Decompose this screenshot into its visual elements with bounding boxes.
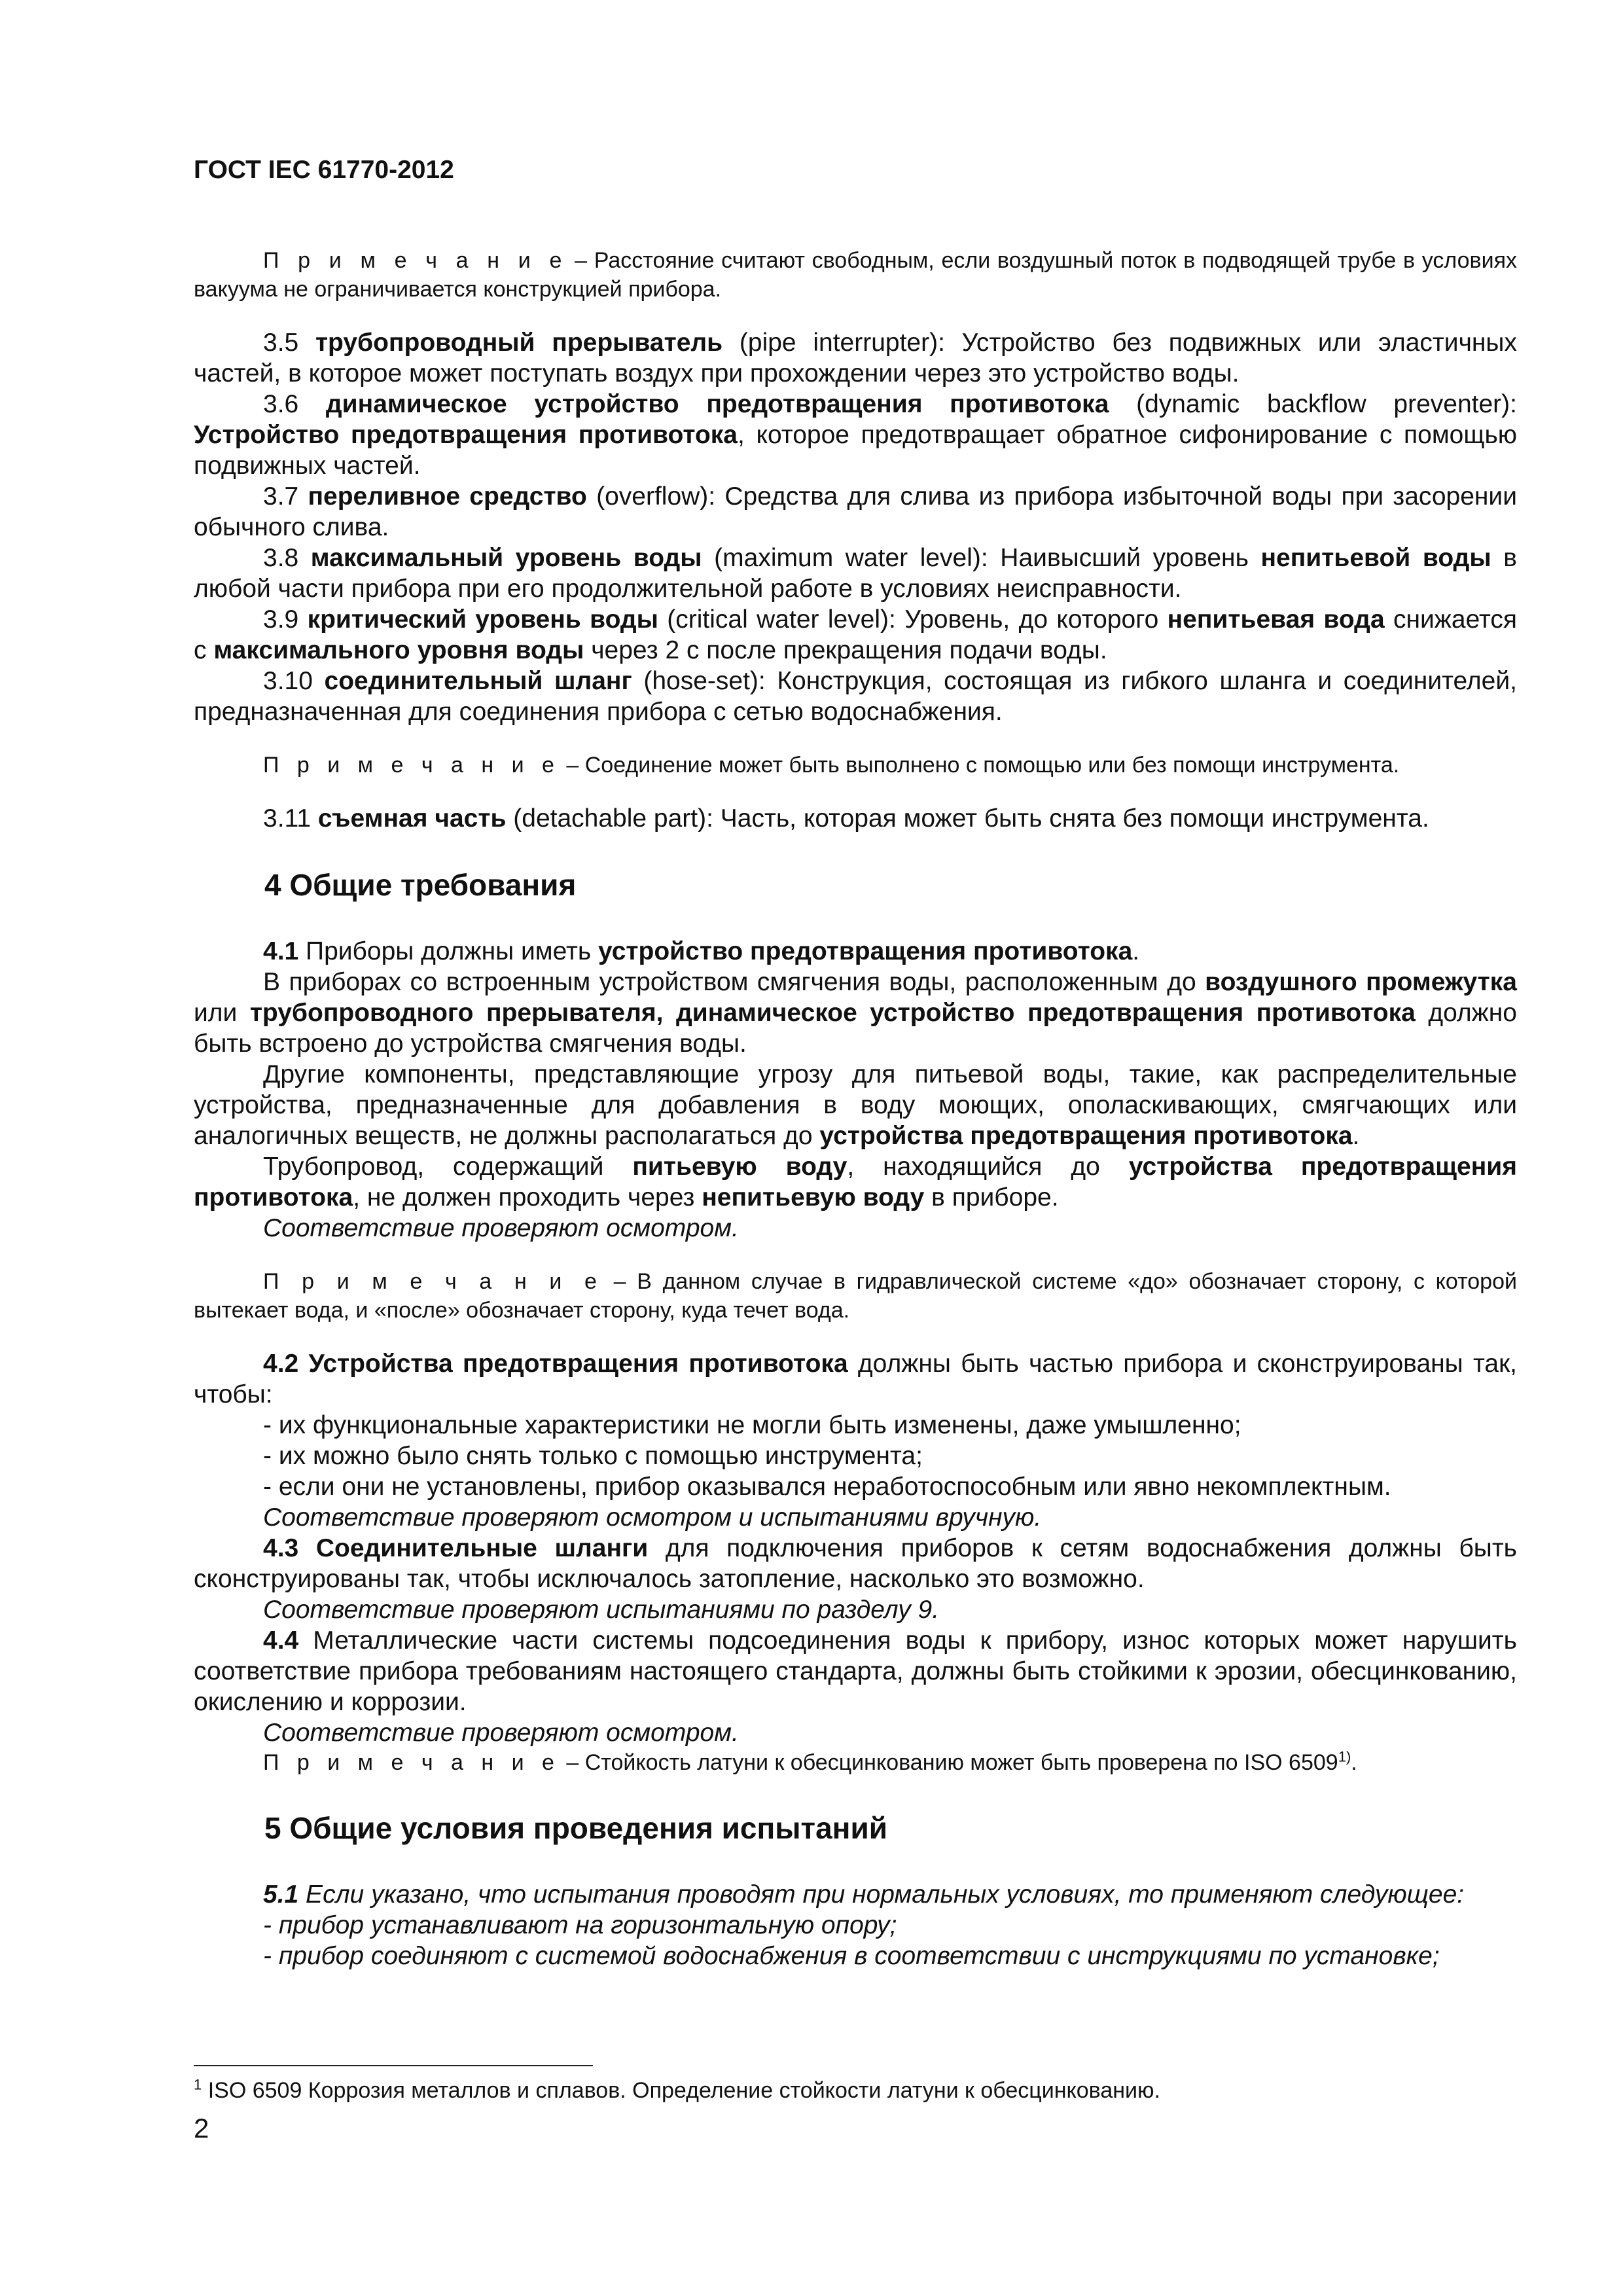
list-item: - их можно было снять только с помощью инструмента; [263, 1442, 923, 1470]
clause-4-1-pipeline: Трубопровод, содержащий питьевую воду, находящийся до устройства предотвращения противотока, не должен проходить через непитьевую воду в приборе. [194, 1153, 1518, 1211]
clause-4-1-softener: В приборах со встроенным устройством смягчения воды, расположенным до воздушного промежутка или трубопроводного прерывателя, динамическое устройство предотвращения противотока должно быть встроено до устройства смягчения воды. [194, 968, 1517, 1058]
footnote-separator [194, 2065, 593, 2066]
clause-4-3: 4.3 Соединительные шланги для подключения приборов к сетям водоснабжения должны быть сконструированы так, чтобы исключалось затопление, насколько это возможно. [194, 1534, 1518, 1593]
document-body [194, 246, 1517, 1971]
clause-4-2: 4.2 Устройства предотвращения противотока должны быть частью прибора и сконструированы так, чтобы: [194, 1350, 1518, 1408]
term-3-7: 3.7 переливное средство (overflow): Средства для слива из прибора избыточной воды при засорении обычного слива. [194, 482, 1517, 541]
note-free-distance: П р и м е ч а н и е – Расстояние считают свободным, если воздушный поток в подводящей трубе в условиях вакуума не ограничивается конструкцией прибора. [194, 248, 1517, 302]
clause-4-3-compliance: Соответствие проверяют испытаниями по разделу 9. [263, 1596, 940, 1624]
term-3-10: 3.10 соединительный шланг (hose-set): Конструкция, состоящая из гибкого шланга и соединителей, предназначенная для соединения прибора с сетью водоснабжения. [194, 667, 1517, 726]
list-item: - их функциональные характеристики не могли быть изменены, даже умышленно; [263, 1411, 1241, 1439]
clause-5-1: 5.1 Если указано, что испытания проводят при нормальных условиях, то применяют следующее: [263, 1880, 1465, 1909]
term-3-11: 3.11 съемная часть (detachable part): Часть, которая может быть снята без помощи инструмента. [263, 804, 1429, 833]
term-3-5: 3.5 трубопроводный прерыватель (pipe interrupter): Устройство без подвижных или эластичных частей, в которое может поступать воздух при прохождении через это устройство воды. [194, 329, 1517, 387]
note-connection: П р и м е ч а н и е – Соединение может быть выполнено с помощью или без помощи инструмента. [263, 753, 1400, 778]
list-item: - прибор соединяют с системой водоснабжения в соответствии с инструкциями по установке; [263, 1942, 1440, 1970]
clause-4-1-components: Другие компоненты, представляющие угрозу для питьевой воды, такие, как распределительные устройства, предназначенные для добавления в воду моющих, ополаскивающих, смягчающих или аналогичных веществ, не должны располагаться до устройства предотвращения противотока. [194, 1060, 1517, 1150]
clause-4-1: 4.1 Приборы должны иметь устройство предотвращения противотока. [263, 937, 1140, 965]
note-direction: П р и м е ч а н и е – В данном случае в гидравлической системе «до» обозначает сторону, с которой вытекает вода, и «после» обозначает сторону, куда течет вода. [194, 1269, 1517, 1323]
footnote: $^1$ ISO 6509 Коррозия металлов и сплавов. Определение стойкости латуни к обесцинкованию. [194, 2076, 1160, 2103]
page-number: 2 [194, 2113, 209, 2144]
clause-4-1-compliance: Соответствие проверяют осмотром. [263, 1214, 739, 1242]
clause-4-2-compliance: Соответствие проверяют осмотром и испытаниями вручную. [263, 1503, 1042, 1532]
list-item: - прибор устанавливают на горизонтальную опору; [263, 1911, 897, 1939]
term-3-6: 3.6 динамическое устройство предотвращения противотока (dynamic backflow preventer): Устройство предотвращения противотока, которое предотвращает обратное сифонирование с помощью подвижных частей. [194, 390, 1518, 480]
list-item: - если они не установлены, прибор оказывался неработоспособным или явно некомплектным. [263, 1473, 1391, 1501]
term-3-8: 3.8 максимальный уровень воды (maximum water level): Наивысший уровень непитьевой воды в любой части прибора при его продолжительной работе в условиях неисправности. [194, 544, 1517, 603]
clause-4-4: 4.4 Металлические части системы подсоединения воды к прибору, износ которых может нарушить соответствие прибора требованиям настоящего стандарта, должны быть стойкими к эрозии, обесцинкованию, окислению и коррозии. [194, 1626, 1517, 1716]
note-brass: П р и м е ч а н и е – Стойкость латуни к обесцинкованию может быть проверена по ISO 6509$^{1)}$. [263, 1748, 1357, 1775]
document-code-header: ГОСТ IEC 61770-2012 [194, 156, 454, 184]
clause-4-4-compliance: Соответствие проверяют осмотром. [263, 1719, 739, 1747]
term-3-9: 3.9 критический уровень воды (critical water level): Уровень, до которого непитьевая вода снижается с максимального уровня воды через 2 с после прекращения подачи воды. [194, 605, 1518, 664]
section-5-title: 5 Общие условия проведения испытаний [264, 1811, 888, 1845]
section-4-title: 4 Общие требования [264, 868, 577, 902]
